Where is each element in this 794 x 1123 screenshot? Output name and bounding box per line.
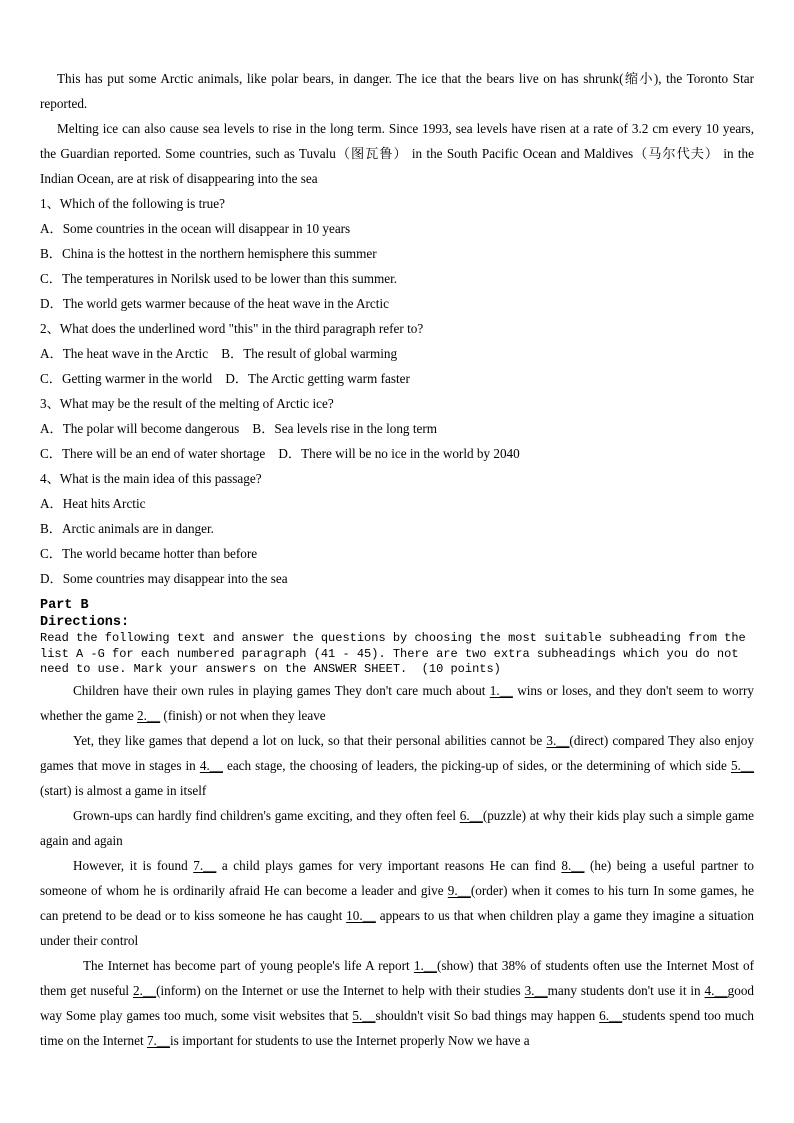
answer-blank: 4.__ xyxy=(704,982,728,998)
option-line: A．Some countries in the ocean will disappear in 10 years xyxy=(40,221,351,236)
part-b-header: Part B xyxy=(40,598,89,613)
answer-blank: 3.__ xyxy=(524,982,548,998)
passage-paragraph: This has put some Arctic animals, like polar bears, in danger. The ice that the bears live on has shrunk(缩小), the Toronto Star reported. xyxy=(40,71,754,111)
answer-blank: 7.__ xyxy=(146,1032,171,1048)
question-line: 3、What may be the result of the melting of Arctic ice? xyxy=(40,396,334,411)
answer-blank: 8.__ xyxy=(561,857,585,873)
answer-blank: 2.__ xyxy=(137,707,161,723)
answer-blank: 10.__ xyxy=(346,907,376,923)
answer-blank: 5.__ xyxy=(352,1007,376,1023)
question-line: 4、What is the main idea of this passage? xyxy=(40,471,262,486)
option-line: C．The world became hotter than before xyxy=(40,546,258,561)
answer-blank: 1.__ xyxy=(489,682,513,698)
cloze-paragraph: Grown-ups can hardly find children's game exciting, and they often feel 6.__(puzzle) at why their kids play such a simple game again and again xyxy=(40,807,754,848)
answer-blank: 5.__ xyxy=(730,757,755,773)
answer-blank: 4.__ xyxy=(199,757,223,773)
answer-blank: 6.__ xyxy=(599,1007,623,1023)
answer-blank: 7.__ xyxy=(193,857,217,873)
cloze-paragraph: Yet, they like games that depend a lot on luck, so that their personal abilities cannot be 3.__(direct) compared They also enjoy games that move in stages in 4.__ each stage, the choosing of leaders, the picking-up of sides, or the determining of which side 5.__ (start) is almost a game in itself xyxy=(40,732,755,798)
cloze-paragraph: However, it is found 7.__ a child plays games for very important reasons He can find 8.__ (he) being a useful partner to someone of whom he is ordinarily afraid He can become a leader and give 9.__(order) when it comes to his turn In some games, he can pretend to be dead or to kiss someone he has caught 10.__ appears to us that when children play a game they imagine a situation under their control xyxy=(40,857,754,948)
answer-blank: 3.__ xyxy=(546,732,570,748)
directions-label: Directions: xyxy=(40,615,130,630)
answer-blank: 9.__ xyxy=(447,882,471,898)
question-line: 1、Which of the following is true? xyxy=(40,196,225,211)
option-line: C．There will be an end of water shortage D．There will be no ice in the world by 2040 xyxy=(40,446,520,461)
answer-blank: 6.__ xyxy=(459,807,483,823)
option-line: A．The heat wave in the Arctic B．The result of global warming xyxy=(40,346,398,361)
cloze-paragraph: The Internet has become part of young people's life A report 1.__(show) that 38% of students often use the Internet Most of them get nuseful 2.__(inform) on the Internet or use the Internet to help with their studies 3.__many students don't use it in 4.__good way Some play games too much, some visit websites that 5.__shouldn't visit So bad things may happen 6.__students spend too much time on the Internet 7.__is important for students to use the Internet properly Now we have a xyxy=(40,957,754,1048)
cloze-paragraph: Children have their own rules in playing games They don't care much about 1.__ wins or loses, and they don't seem to worry whether the game 2.__ (finish) or not when they leave xyxy=(40,682,754,723)
option-line: A．The polar will become dangerous B．Sea levels rise in the long term xyxy=(40,421,437,436)
passage-paragraph: Melting ice can also cause sea levels to rise in the long term. Since 1993, sea levels have risen at a rate of 3.2 cm every 10 years, the Guardian reported. Some countries, such as Tuvalu（图瓦鲁） in the South Pacific Ocean and Maldives（马尔代夫） in the Indian Ocean, are at risk of disappearing into the sea xyxy=(40,121,754,186)
option-line: A．Heat hits Arctic xyxy=(40,496,146,511)
option-line: C．The temperatures in Norilsk used to be lower than this summer. xyxy=(40,271,398,286)
directions-text: Read the following text and answer the questions by choosing the most suitable subheading from the list A -G for each numbered paragraph (41 - 45). There are two extra subheadings which you do not need to use. Mark your answers on the ANSWER SHEET. (10 points) xyxy=(40,631,753,676)
answer-blank: 1.__ xyxy=(413,957,437,973)
answer-blank: 2.__ xyxy=(133,982,157,998)
option-line: C．Getting warmer in the world D．The Arctic getting warm faster xyxy=(40,371,410,386)
document-content xyxy=(40,66,754,1053)
option-line: B．Arctic animals are in danger. xyxy=(40,521,214,536)
option-line: D．The world gets warmer because of the heat wave in the Arctic xyxy=(40,296,389,311)
option-line: D．Some countries may disappear into the sea xyxy=(40,571,288,586)
option-line: B．China is the hottest in the northern hemisphere this summer xyxy=(40,246,377,261)
question-line: 2、What does the underlined word "this" in the third paragraph refer to? xyxy=(40,321,424,336)
